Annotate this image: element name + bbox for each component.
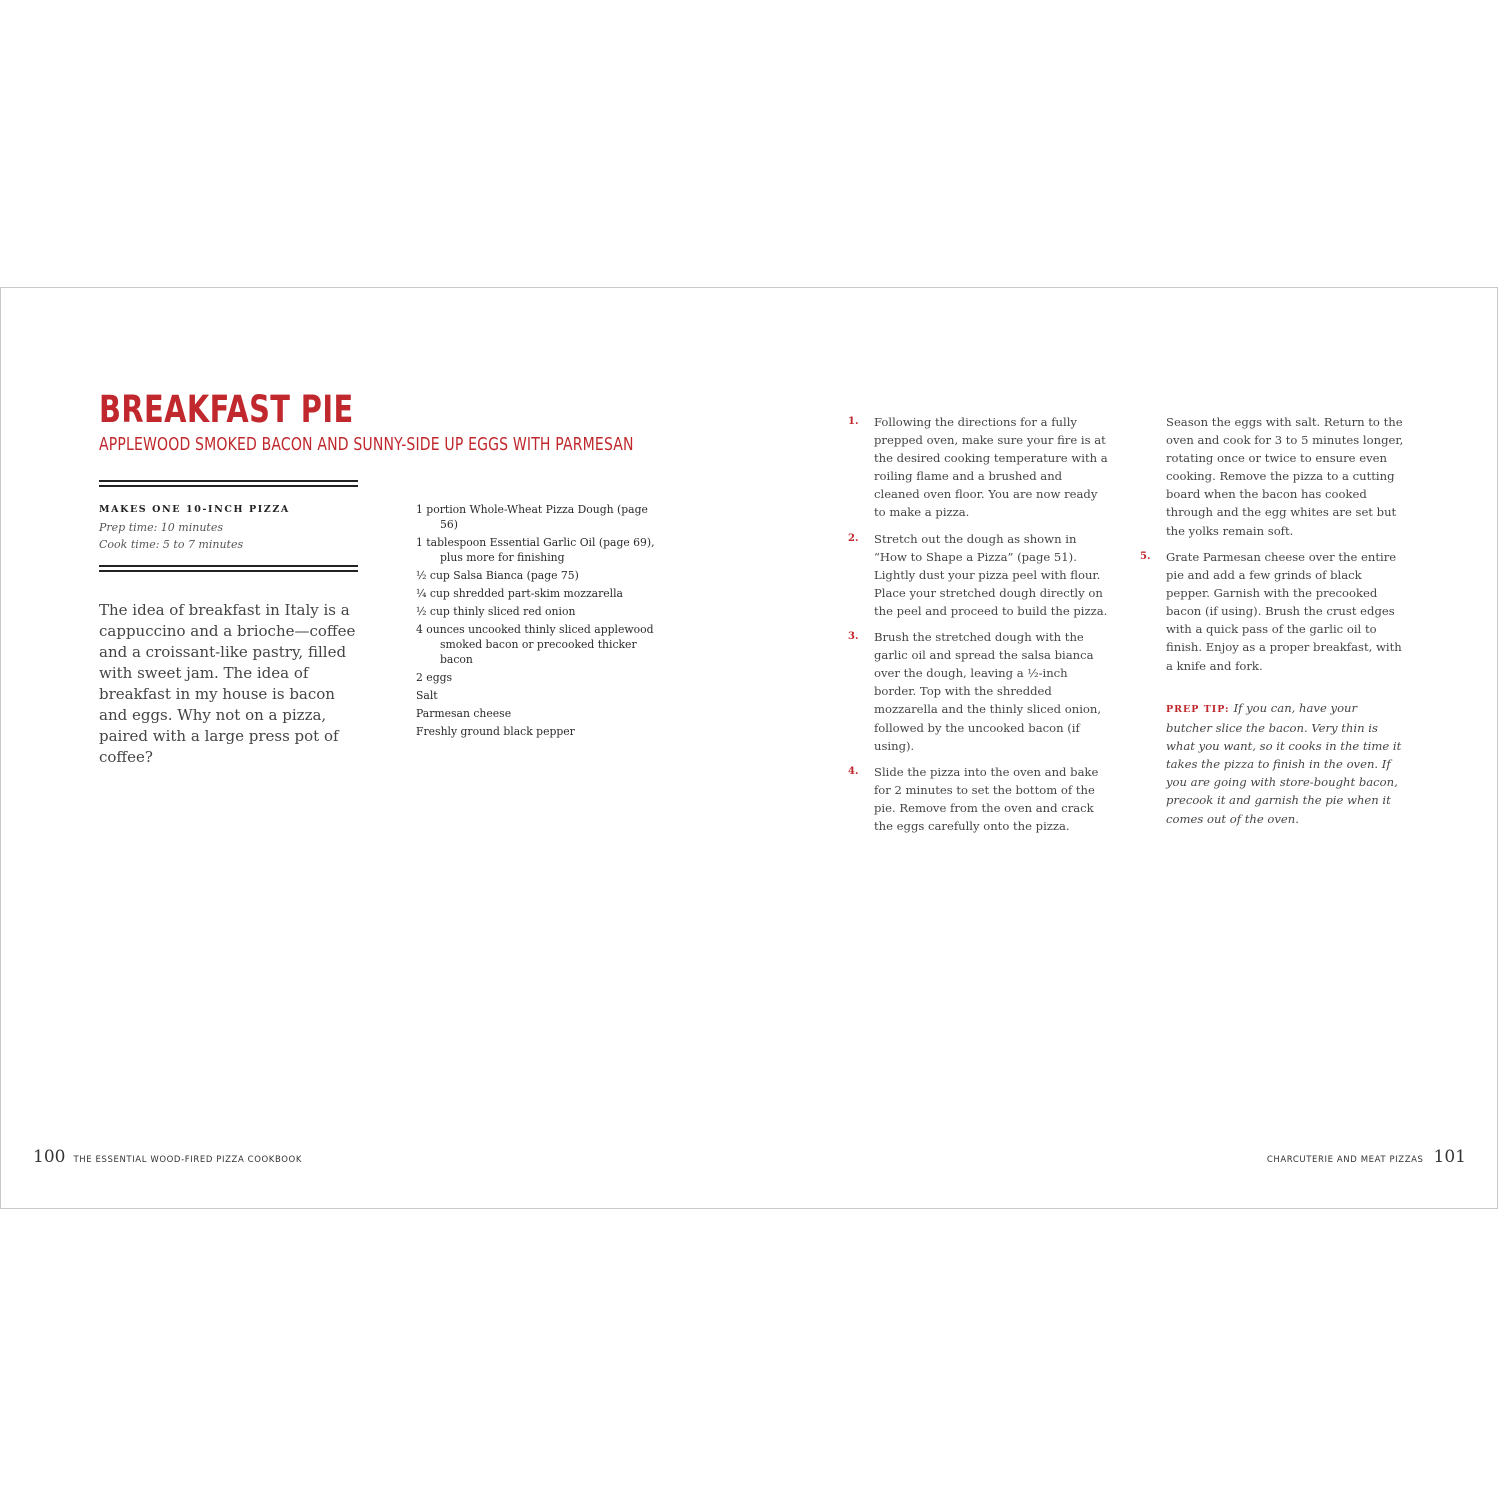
book-title-footer: THE ESSENTIAL WOOD-FIRED PIZZA COOKBOOK — [73, 1155, 302, 1165]
recipe-title: BREAKFAST PIE — [99, 388, 354, 431]
method-steps-column-2 — [1140, 548, 1402, 683]
step-4-continued: Season the eggs with salt. Return to the oven and cook for 3 to 5 minutes longer, rotating once or twice to ensure even cooking. Remove the pizza to a cutting board when the bacon has cooked through and the egg whites are set but the yolks remain soft. — [1166, 415, 1404, 538]
step-number: 2. — [848, 532, 859, 544]
prep-tip — [1166, 699, 1406, 828]
recipe-subtitle: APPLEWOOD SMOKED BACON AND SUNNY-SIDE UP EGGS WITH PARMESAN — [99, 434, 634, 455]
ingredient-item: ½ cup Salsa Bianca (page 75) — [416, 569, 579, 582]
chapter-title-footer: CHARCUTERIE AND MEAT PIZZAS — [1266, 1155, 1424, 1165]
method-step — [848, 628, 1110, 755]
ingredient-item: 4 ounces uncooked thinly sliced applewood smoked bacon or precooked thicker bacon — [416, 623, 654, 666]
step-number: 1. — [848, 416, 859, 427]
step-text: Following the directions for a fully prepped oven, make sure your fire is at the desired cooking temperature with a roiling flame and a brushed and cleaned oven floor. You are now ready to make a pizza. — [874, 415, 1108, 520]
step-number: 3. — [848, 631, 859, 643]
step-text: Stretch out the dough as shown in “How to Shape a Pizza” (page 51). Lightly dust your pizza peel with flour. Place your stretched dough directly on the peel and proceed to build the pizza. — [874, 531, 1108, 618]
ingredient-item: 2 eggs — [416, 671, 453, 684]
method-step — [1140, 548, 1402, 675]
method-step — [848, 413, 1110, 522]
footer-left — [33, 1147, 302, 1167]
ingredient-item: Parmesan cheese — [416, 707, 512, 720]
ingredient-item: ¼ cup shredded part-skim mozzarella — [416, 587, 623, 600]
step-number: 5. — [1140, 551, 1151, 562]
ingredient-item: 1 tablespoon Essential Garlic Oil (page 69), plus more for finishing — [416, 536, 655, 564]
divider-rule-top — [99, 480, 358, 487]
step-text: Grate Parmesan cheese over the entire pie and add a few grinds of black pepper. Garnish with the precooked bacon (if using). Brush the crust edges with a quick pass of the garlic oil to finish. Enjoy as a proper breakfast, with a knife and fork. — [1166, 550, 1402, 673]
prep-tip-text: If you can, have your butcher slice the bacon. Very thin is what you want, so it cooks in the time it takes the pizza to finish in the oven. If you are going with store-bought bacon, precook it and garnish the pie when it comes out of the oven. — [1166, 701, 1402, 826]
prep-tip-label: PREP TIP: — [1166, 704, 1230, 715]
step-text: Brush the stretched dough with the garlic oil and spread the salsa bianca over the dough, leaving a ½-inch border. Top with the shredded mozzarella and the thinly sliced onion, followed by the uncooked bacon (if using). — [874, 630, 1102, 753]
ingredient-item: Salt — [416, 689, 438, 702]
step-text: Slide the pizza into the oven and bake for 2 minutes to set the bottom of the pie. Remove from the oven and crack the eggs carefully onto the pizza. — [874, 764, 1099, 833]
ingredient-list — [416, 502, 656, 742]
prep-time: Prep time: 10 minutes — [99, 521, 223, 534]
cook-time: Cook time: 5 to 7 minutes — [99, 538, 244, 551]
method-step — [848, 763, 1110, 835]
page-number-left: 100 — [33, 1147, 66, 1167]
footer-right — [1267, 1147, 1466, 1167]
recipe-yield-block — [99, 504, 359, 553]
ingredient-item: 1 portion Whole-Wheat Pizza Dough (page 56) — [416, 503, 648, 531]
step-number: 4. — [848, 765, 859, 777]
ingredient-item: ½ cup thinly sliced red onion — [416, 605, 576, 618]
method-steps-column-1 — [848, 413, 1110, 843]
recipe-yield: MAKES ONE 10-INCH PIZZA — [99, 504, 290, 515]
recipe-intro: The idea of breakfast in Italy is a cappuccino and a brioche—coffee and a croissant-like pastry, filled with sweet jam. The idea of breakfast in my house is bacon and eggs. Why not on a pizza, paired with a large press pot of coffee? — [99, 601, 356, 766]
ingredient-item: Freshly ground black pepper — [416, 725, 575, 738]
page-number-right: 101 — [1433, 1147, 1466, 1167]
method-step — [848, 530, 1110, 620]
divider-rule-bottom — [99, 565, 358, 572]
